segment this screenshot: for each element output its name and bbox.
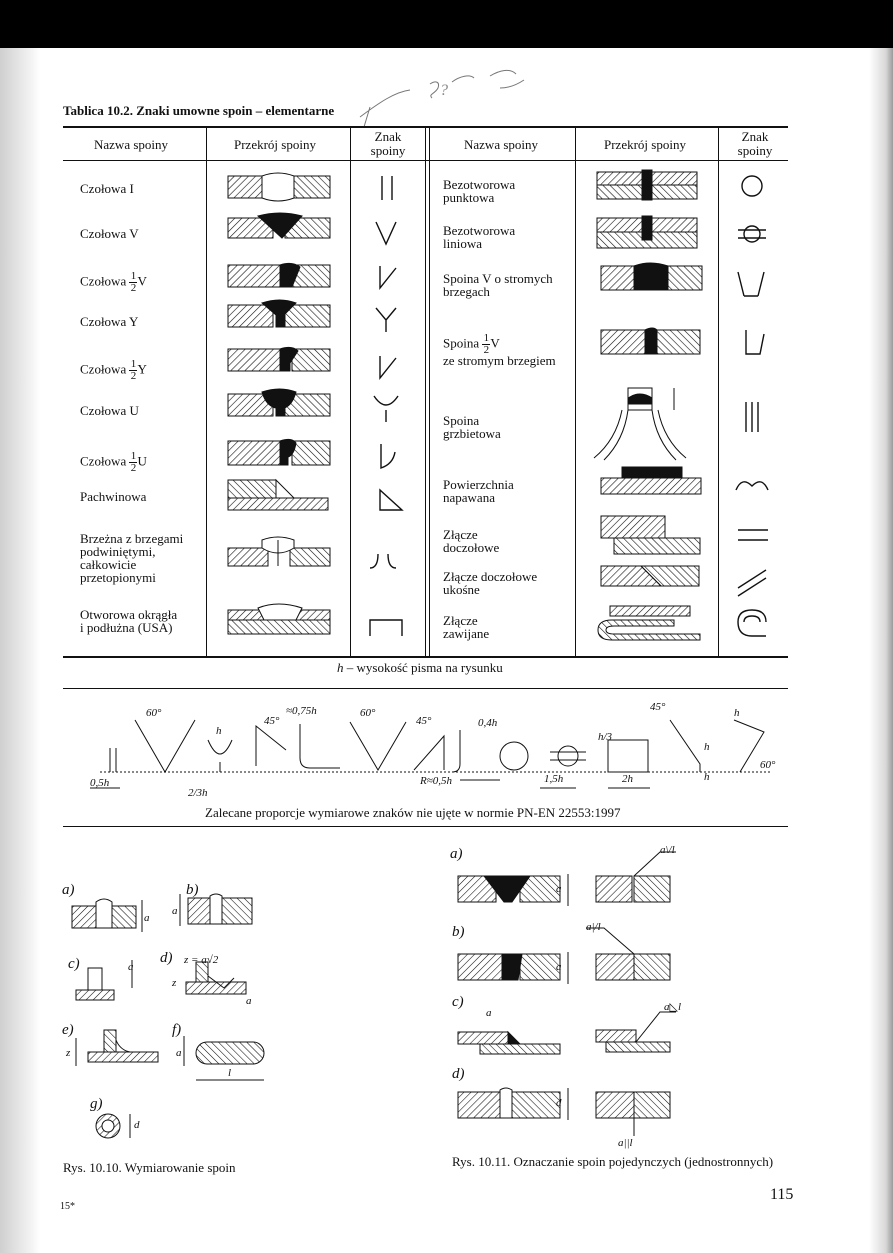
- fig-10-11-drawing: [440, 840, 700, 1150]
- weld-name-line2: ze stromym brzegiem: [443, 353, 556, 368]
- fig-label: d): [452, 1066, 465, 1082]
- weld-name: Spoina $\frac{1}{2}$ V: [443, 332, 500, 356]
- dim-label: R≈0,5h: [420, 775, 453, 787]
- fig-label: b): [186, 882, 199, 898]
- dim-label: a: [486, 1007, 492, 1019]
- dim-label: h: [704, 741, 710, 753]
- dim-label: z: [66, 1047, 71, 1059]
- dim-label: h/3: [598, 731, 613, 743]
- fig-label: f): [172, 1022, 182, 1038]
- weld-name: Powierzchnia napawana: [443, 477, 514, 505]
- weld-name: Otworowa okrągła i podłużna (USA): [80, 607, 178, 635]
- fig-label: c): [68, 956, 80, 972]
- dim-label: 2h: [622, 773, 633, 785]
- dim-label: 45°: [650, 701, 666, 713]
- dim-label: 60°: [146, 707, 162, 719]
- section-rule: [63, 826, 788, 827]
- header-name: Nazwa spoiny: [94, 137, 169, 152]
- weld-name: Czołowa $\frac{1}{2}$ Y: [80, 358, 147, 382]
- dim-label: a: [556, 883, 562, 895]
- weld-name: Pachwinowa: [80, 489, 147, 504]
- dim-label: 45°: [416, 715, 432, 727]
- fig-label: g): [90, 1096, 103, 1112]
- header-symbol: Znak spoiny: [370, 129, 406, 158]
- dim-label: l: [228, 1067, 232, 1079]
- dim-label: a: [246, 995, 252, 1007]
- weld-name: Złącze doczołowe ukośne: [443, 569, 538, 597]
- dim-label: a: [144, 912, 150, 924]
- weld-name: Złącze zawijane: [443, 613, 490, 641]
- fig-label: a): [450, 846, 463, 862]
- dim-label: 1,5h: [544, 773, 564, 785]
- weld-name: Spoina V o stromych brzegach: [443, 271, 553, 299]
- weld-name: Czołowa $\frac{1}{2}$ V: [80, 270, 147, 294]
- weld-symbol-label: a||l: [618, 1137, 633, 1149]
- dim-label: 45°: [264, 715, 280, 727]
- handwritten-mark: ?: [440, 82, 448, 99]
- fig-10-11-caption: Rys. 10.11. Oznaczanie spoin pojedynczych (jednostronnych): [452, 1154, 774, 1169]
- weld-name: Czołowa $\frac{1}{2}$ U: [80, 450, 147, 474]
- weld-name: Bezotworowa liniowa: [443, 223, 516, 251]
- weld-name: Czołowa U: [80, 403, 139, 418]
- weld-name: Czołowa V: [80, 226, 139, 241]
- table-footnote: h – wysokość pisma na rysunku: [337, 660, 503, 675]
- weld-name: Brzeżna z brzegami podwiniętymi, całkowicie przetopionymi: [80, 531, 184, 585]
- weld-name: Czołowa Y: [80, 314, 139, 329]
- header-name: Nazwa spoiny: [464, 137, 539, 152]
- table-title: Tablica 10.2. Znaki umowne spoin – elementarne: [63, 103, 335, 118]
- dim-label: a: [172, 905, 178, 917]
- dim-label: 60°: [760, 759, 776, 771]
- dim-label: z: [172, 977, 177, 989]
- dim-label: d: [556, 1097, 562, 1109]
- weld-name: Czołowa I: [80, 181, 134, 196]
- fig-label: e): [62, 1022, 74, 1038]
- section-rule: [63, 688, 788, 689]
- fig-label: b): [452, 924, 465, 940]
- weld-name: Bezotworowa punktowa: [443, 177, 516, 205]
- dim-label: h: [734, 707, 740, 719]
- dim-label: h: [704, 771, 710, 783]
- dim-label: a: [176, 1047, 182, 1059]
- dim-label: 2/3h: [188, 787, 208, 799]
- weld-name: Spoina grzbietowa: [443, 413, 501, 441]
- header-symbol: Znak spoiny: [737, 129, 773, 158]
- fig-label: c): [452, 994, 464, 1010]
- fig-10-10-caption: Rys. 10.10. Wymiarowanie spoin: [63, 1160, 236, 1175]
- header-section: Przekrój spoiny: [234, 137, 316, 152]
- weld-symbol-label: a|/l: [586, 921, 601, 933]
- dim-label: 0,5h: [90, 777, 110, 789]
- fig-label: d): [160, 950, 173, 966]
- proportions-caption: Zalecane proporcje wymiarowe znaków nie ujęte w normie PN-EN 22553:1997: [205, 805, 621, 820]
- header-section: Przekrój spoiny: [604, 137, 686, 152]
- weld-symbol-label: a\/l: [660, 844, 675, 856]
- weld-symbol-label: a◺l: [664, 1001, 682, 1013]
- fig-label: a): [62, 882, 75, 898]
- weld-name: Złącze doczołowe: [443, 527, 500, 555]
- sheet-mark: 15*: [60, 1201, 75, 1212]
- dim-label: ≈0,75h: [286, 705, 317, 717]
- dim-label: a: [556, 961, 562, 973]
- dim-label: h: [216, 725, 222, 737]
- dim-label: z = a√2: [184, 954, 219, 966]
- dim-label: 0,4h: [478, 717, 498, 729]
- page-number: 115: [770, 1186, 794, 1203]
- dim-label: a: [128, 961, 134, 973]
- dim-label: 60°: [360, 707, 376, 719]
- dim-label: d: [134, 1119, 140, 1131]
- symbol-proportions-diagram: [80, 700, 780, 800]
